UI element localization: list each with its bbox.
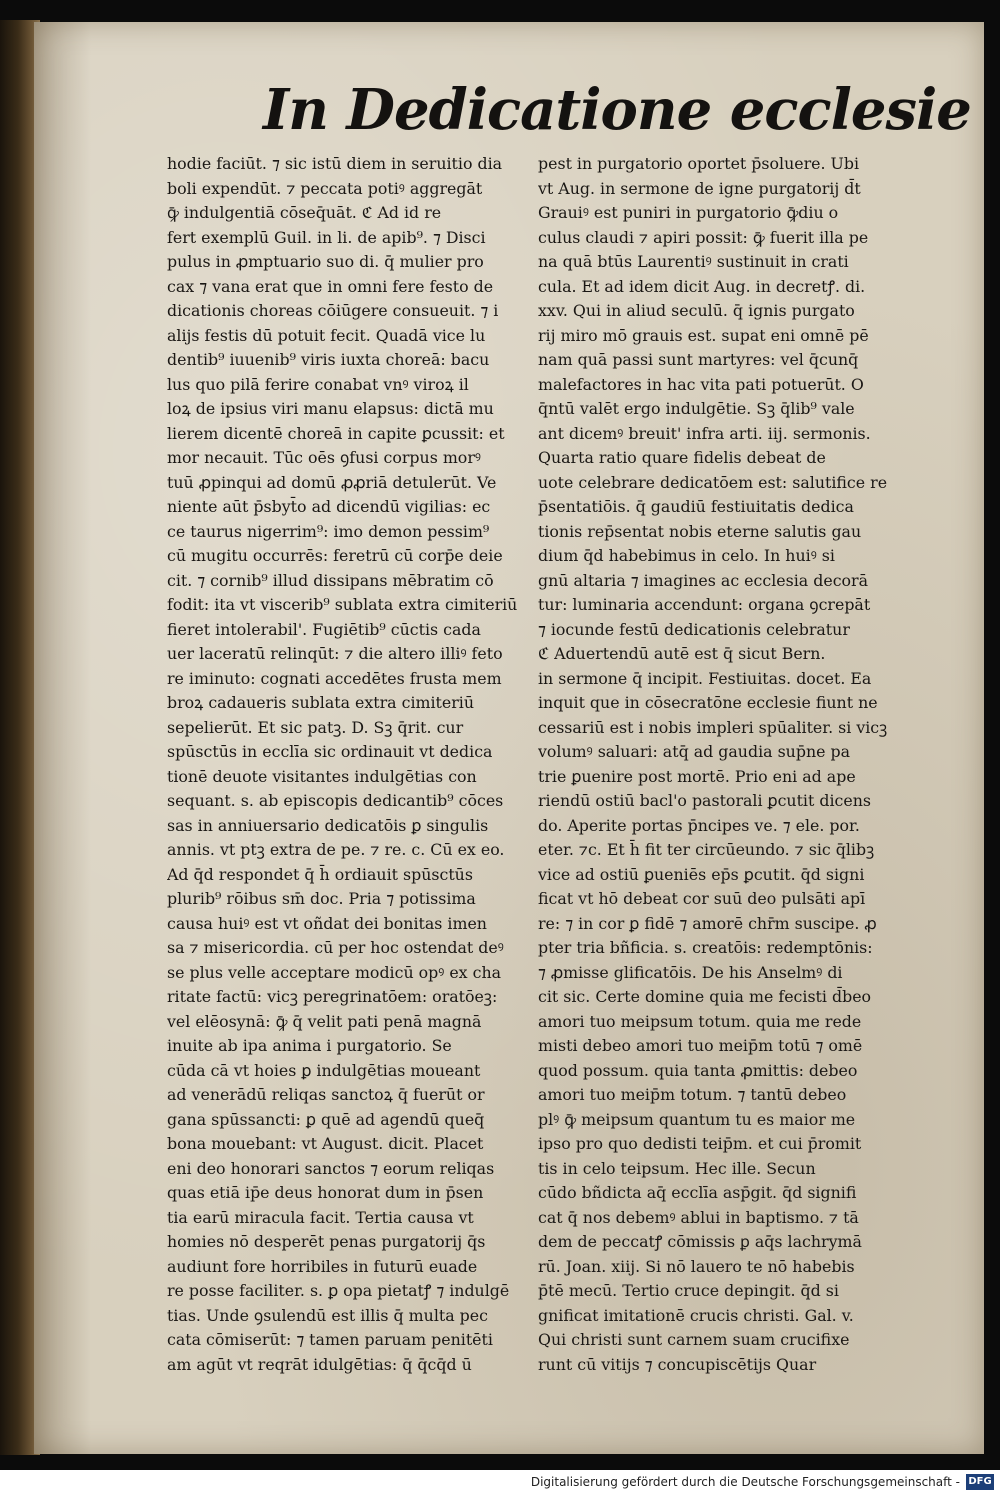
text-line: ce taurus nigerrim⁹: imo demon pessim⁹ [167,521,490,541]
text-line: causa huiꝰ est vt oñdat dei bonitas imen [167,913,487,933]
text-line: loꝝ de ipsius viri manu elapsus: dictā mu [167,399,494,418]
text-line: misti debeo amori tuo meip̄m totū ⁊ omē [538,1036,863,1055]
text-line: tionis rep̄sentat nobis eterne salutis gau [538,521,862,541]
text-line: p̄sentatiōis. q̄ gaudiū festiuitatis dedica [538,497,854,516]
text-line: cū mugitu occurrēs: feretrū cū corp̄e deie [167,546,503,565]
text-line: plurib⁹ rōibus sm̄ doc. Pria ⁊ potissima [167,889,476,908]
text-line: sequant. s. ab episcopis dedicantib⁹ cōces [167,791,504,810]
text-line: Grauiꝰ est puniri in purgatorio ꝙ̄diu o [538,203,839,222]
text-line: niente aūt p̄sbyt̄o ad dicendū vigilias: ec [167,497,491,516]
text-line: inuite ab ipa anima i purgatorio. Se [167,1036,452,1055]
text-line: in sermone q̄ incipit. Festiuitas. docet. Ea [538,668,872,688]
dfg-logo: DFG [966,1474,994,1490]
text-line: vice ad ostiū ꝑueniēs ep̄s ꝑcutit. q̄d signi [538,864,865,884]
text-line: q̄ntū valēt ergo indulgētie. Sꝫ q̄lib⁹ vale [538,399,855,418]
right-text-column [538,152,910,1377]
text-line: dicationis choreas cōiūgere consueuit. ⁊ i [167,301,499,320]
text-line: malefactores in hac vita pati potuerūt. O [538,374,864,394]
text-line: annis. vt ptꝫ extra de pe. ⁊ re. c. Cū ex eo. [167,840,505,859]
text-line: cessariū est i nobis impleri spūaliter. si vicꝫ [538,717,888,737]
text-line: re posse faciliter. s. ꝑ opa pietatꝭ ⁊ indulgē [167,1281,510,1300]
text-line: volumꝰ saluari: atq̄ ad gaudia sup̄ne pa [538,742,851,761]
text-line: do. Aperite portas p̄ncipes ve. ⁊ ele. por. [538,815,860,835]
text-line: uer laceratū relinqūt: ⁊ die altero illiꝰ feto [167,644,503,663]
text-line: p̄tē mecū. Tertio cruce depingit. q̄d si [538,1281,839,1300]
text-line: pest in purgatorio oportet p̄soluere. Ubi [538,154,860,173]
text-line: uote celebrare dedicatōem est: salutifice re [538,472,888,492]
text-line: quod possum. quia tanta ꝓmittis: debeo [538,1060,858,1080]
text-line: sepelierūt. Et sic patꝫ. D. Sꝫ q̄rit. cur [167,717,464,737]
text-line: hodie faciūt. ⁊ sic istū diem in seruitio dia [167,154,503,173]
text-line: broꝝ cadaueris sublata extra cimiteriū [167,693,475,712]
text-line: ad venerādū reliqas sanctoꝝ q̄ fuerūt or [167,1085,485,1104]
text-line: amori tuo meip̄m totum. ⁊ tantū debeo [538,1085,847,1104]
text-line: dentib⁹ iuuenib⁹ viris iuxta choreā: bacu [167,350,490,369]
left-text-column [167,152,533,1377]
text-line: vt Aug. in sermone de igne purgatorij d̄t [538,178,861,198]
text-line: boli expendūt. ⁊ peccata potiꝰ aggregāt [167,178,483,198]
text-line: rij miro mō grauis est. supat eni omnē pē [538,325,869,345]
text-line: dium q̄d habebimus in celo. In huiꝰ si [538,546,835,565]
text-line: pulus in ꝓmptuario suo di. q̄ mulier pro [167,252,484,271]
text-line: trie ꝑuenire post mortē. Prio eni ad ape [538,766,856,786]
page-heading: In Dedicatione ecclesie [263,77,971,143]
text-line: tionē deuote visitantes indulgētias con [167,766,477,786]
text-line: plꝰ ꝙ̄ meipsum quantum tu es maior me [538,1109,856,1129]
text-line: ficat vt hō debeat cor suū deo pulsāti apī [538,889,866,908]
text-line: ipso pro quo dedisti teip̄m. et cui p̄romit [538,1134,862,1153]
text-line: ꝙ̄ indulgentiā cōseq̄uāt. ℭ Ad id re [167,203,442,222]
text-line: Qui christi sunt carnem suam crucifixe [538,1330,850,1349]
text-line: sas in anniuersario dedicatōis ꝑ singulis [167,815,489,835]
text-line: Ad q̄d respondet q̄ h̄ ordiauit spūsctūs [167,864,473,884]
text-line: runt cū vitijs ⁊ concupiscētijs Quar [538,1354,817,1374]
text-line: sa ⁊ misericordia. cū per hoc ostendat deꝰ [167,938,504,957]
text-line: alijs festis dū potuit fecit. Quadā vice lu [167,325,486,345]
text-line: cata cōmiserūt: ⁊ tamen paruam penitēti [167,1330,493,1349]
text-line: Quarta ratio quare fidelis debeat de [538,448,826,467]
text-line: mor necauit. Tūc oēs ꝯfusi corpus morꝰ [167,448,481,467]
text-line: quas etiā ip̄e deus honorat dum in p̄sen [167,1183,484,1202]
text-line: culus claudi ⁊ apiri possit: ꝙ̄ fuerit illa pe [538,227,869,247]
text-line: xxv. Qui in aliud seculū. q̄ ignis purgato [538,301,855,320]
text-line: tias. Unde ꝯsulendū est illis q̄ multa pec [167,1305,488,1325]
text-line: am agūt vt reqrāt idulgētias: q̄ q̄cq̄d ū [167,1354,472,1374]
text-line: gnificat imitationē crucis christi. Gal. v. [538,1305,854,1325]
text-line: cula. Et ad idem dicit Aug. in decretꝭ. di. [538,276,866,296]
text-line: spūsctūs in ecclīa sic ordinauit vt dedica [167,742,493,761]
text-line: cit sic. Certe domine quia me fecisti d̄beo [538,987,872,1006]
text-line: re: ⁊ in cor ꝑ fidē ⁊ amorē chr̄m suscipe. ꝓ [538,913,877,933]
text-line: gana spūssancti: ꝑ quē ad agendū queq̄ [167,1109,485,1129]
text-line: lus quo pilā ferire conabat vnꝰ viroꝝ il [167,374,469,394]
text-line: re iminuto: cognati accedētes frusta mem [167,668,502,688]
funding-credit: Digitalisierung gefördert durch die Deutsche Forschungsgemeinschaft - [530,1475,960,1489]
text-line: ⁊ iocunde festū dedicationis celebratur [538,619,850,639]
text-line: audiunt fore horribiles in futurū euade [167,1256,478,1276]
text-line: eni deo honorari sanctos ⁊ eorum reliqas [167,1158,495,1178]
text-line: ant dicemꝰ breuit' infra arti. iij. sermonis. [538,423,871,443]
text-line: nam quā passi sunt martyres: vel q̄cunq̄ [538,350,859,369]
text-line: cax ⁊ vana erat que in omni fere festo de [167,276,494,296]
text-line: se plus velle acceptare modicū opꝰ ex cha [167,962,502,982]
text-line: dem de peccatꝭ cōmissis ꝑ aq̄s lachrymā [538,1232,862,1251]
text-line: cūda cā vt hoies ꝑ indulgētias moueant [167,1060,481,1080]
text-line: fodit: ita vt viscerib⁹ sublata extra cimiteriū [167,595,518,614]
text-line: tuū ꝓpinqui ad domū ꝓꝓriā detulerūt. Ve [167,472,497,492]
text-line: tur: luminaria accendunt: organa ꝯcrepāt [538,595,871,614]
text-line: pter tria bñficia. s. creatōis: redemptōnis: [538,938,873,957]
text-line: inquit que in cōsecratōne ecclesie fiunt ne [538,693,878,712]
text-line: bona mouebant: vt August. dicit. Placet [167,1134,484,1153]
text-line: vel elēosynā: ꝙ̄ q̄ velit pati penā magnā [167,1011,482,1031]
text-line: fieret intolerabil'. Fugiētib⁹ cūctis cada [167,619,481,639]
text-line: rū. Joan. xiij. Si nō lauero te nō habebis [538,1256,855,1276]
text-line: na quā btūs Laurentiꝰ sustinuit in crati [538,252,849,271]
text-line: lierem dicentē choreā in capite ꝑcussit: et [167,423,505,443]
text-line: cat q̄ nos debemꝰ ablui in baptismo. ⁊ tā [538,1207,859,1227]
text-line: tis in celo teipsum. Hec ille. Secun [538,1158,816,1178]
text-line: homies nō desperēt penas purgatorij q̄s [167,1232,486,1251]
text-line: ℭ Aduertendū autē est q̄ sicut Bern. [538,644,826,663]
text-line: eter. ⁊c. Et h̄ fit ter circūeundo. ⁊ sic q̄libꝫ [538,840,875,859]
text-line: ⁊ ꝓmisse glificatōis. De his Anselmꝰ di [538,962,843,982]
text-line: cūdo bñdicta aq̄ ecclīa asp̄git. q̄d signifi [538,1183,857,1202]
text-line: fert exemplū Guil. in li. de apib⁹. ⁊ Disci [167,227,486,247]
text-line: tia earū miracula facit. Tertia causa vt [167,1207,474,1227]
text-line: cit. ⁊ cornib⁹ illud dissipans mēbratim cō [167,570,494,590]
text-line: ritate factū: vicꝫ peregrinatōem: oratōeꝫ: [167,987,498,1006]
text-line: riendū ostiū bacl'o pastorali ꝑcutit dicens [538,791,871,810]
text-line: amori tuo meipsum totum. quia me rede [538,1011,862,1031]
text-line: gnū altaria ⁊ imagines ac ecclesia decorā [538,570,869,590]
